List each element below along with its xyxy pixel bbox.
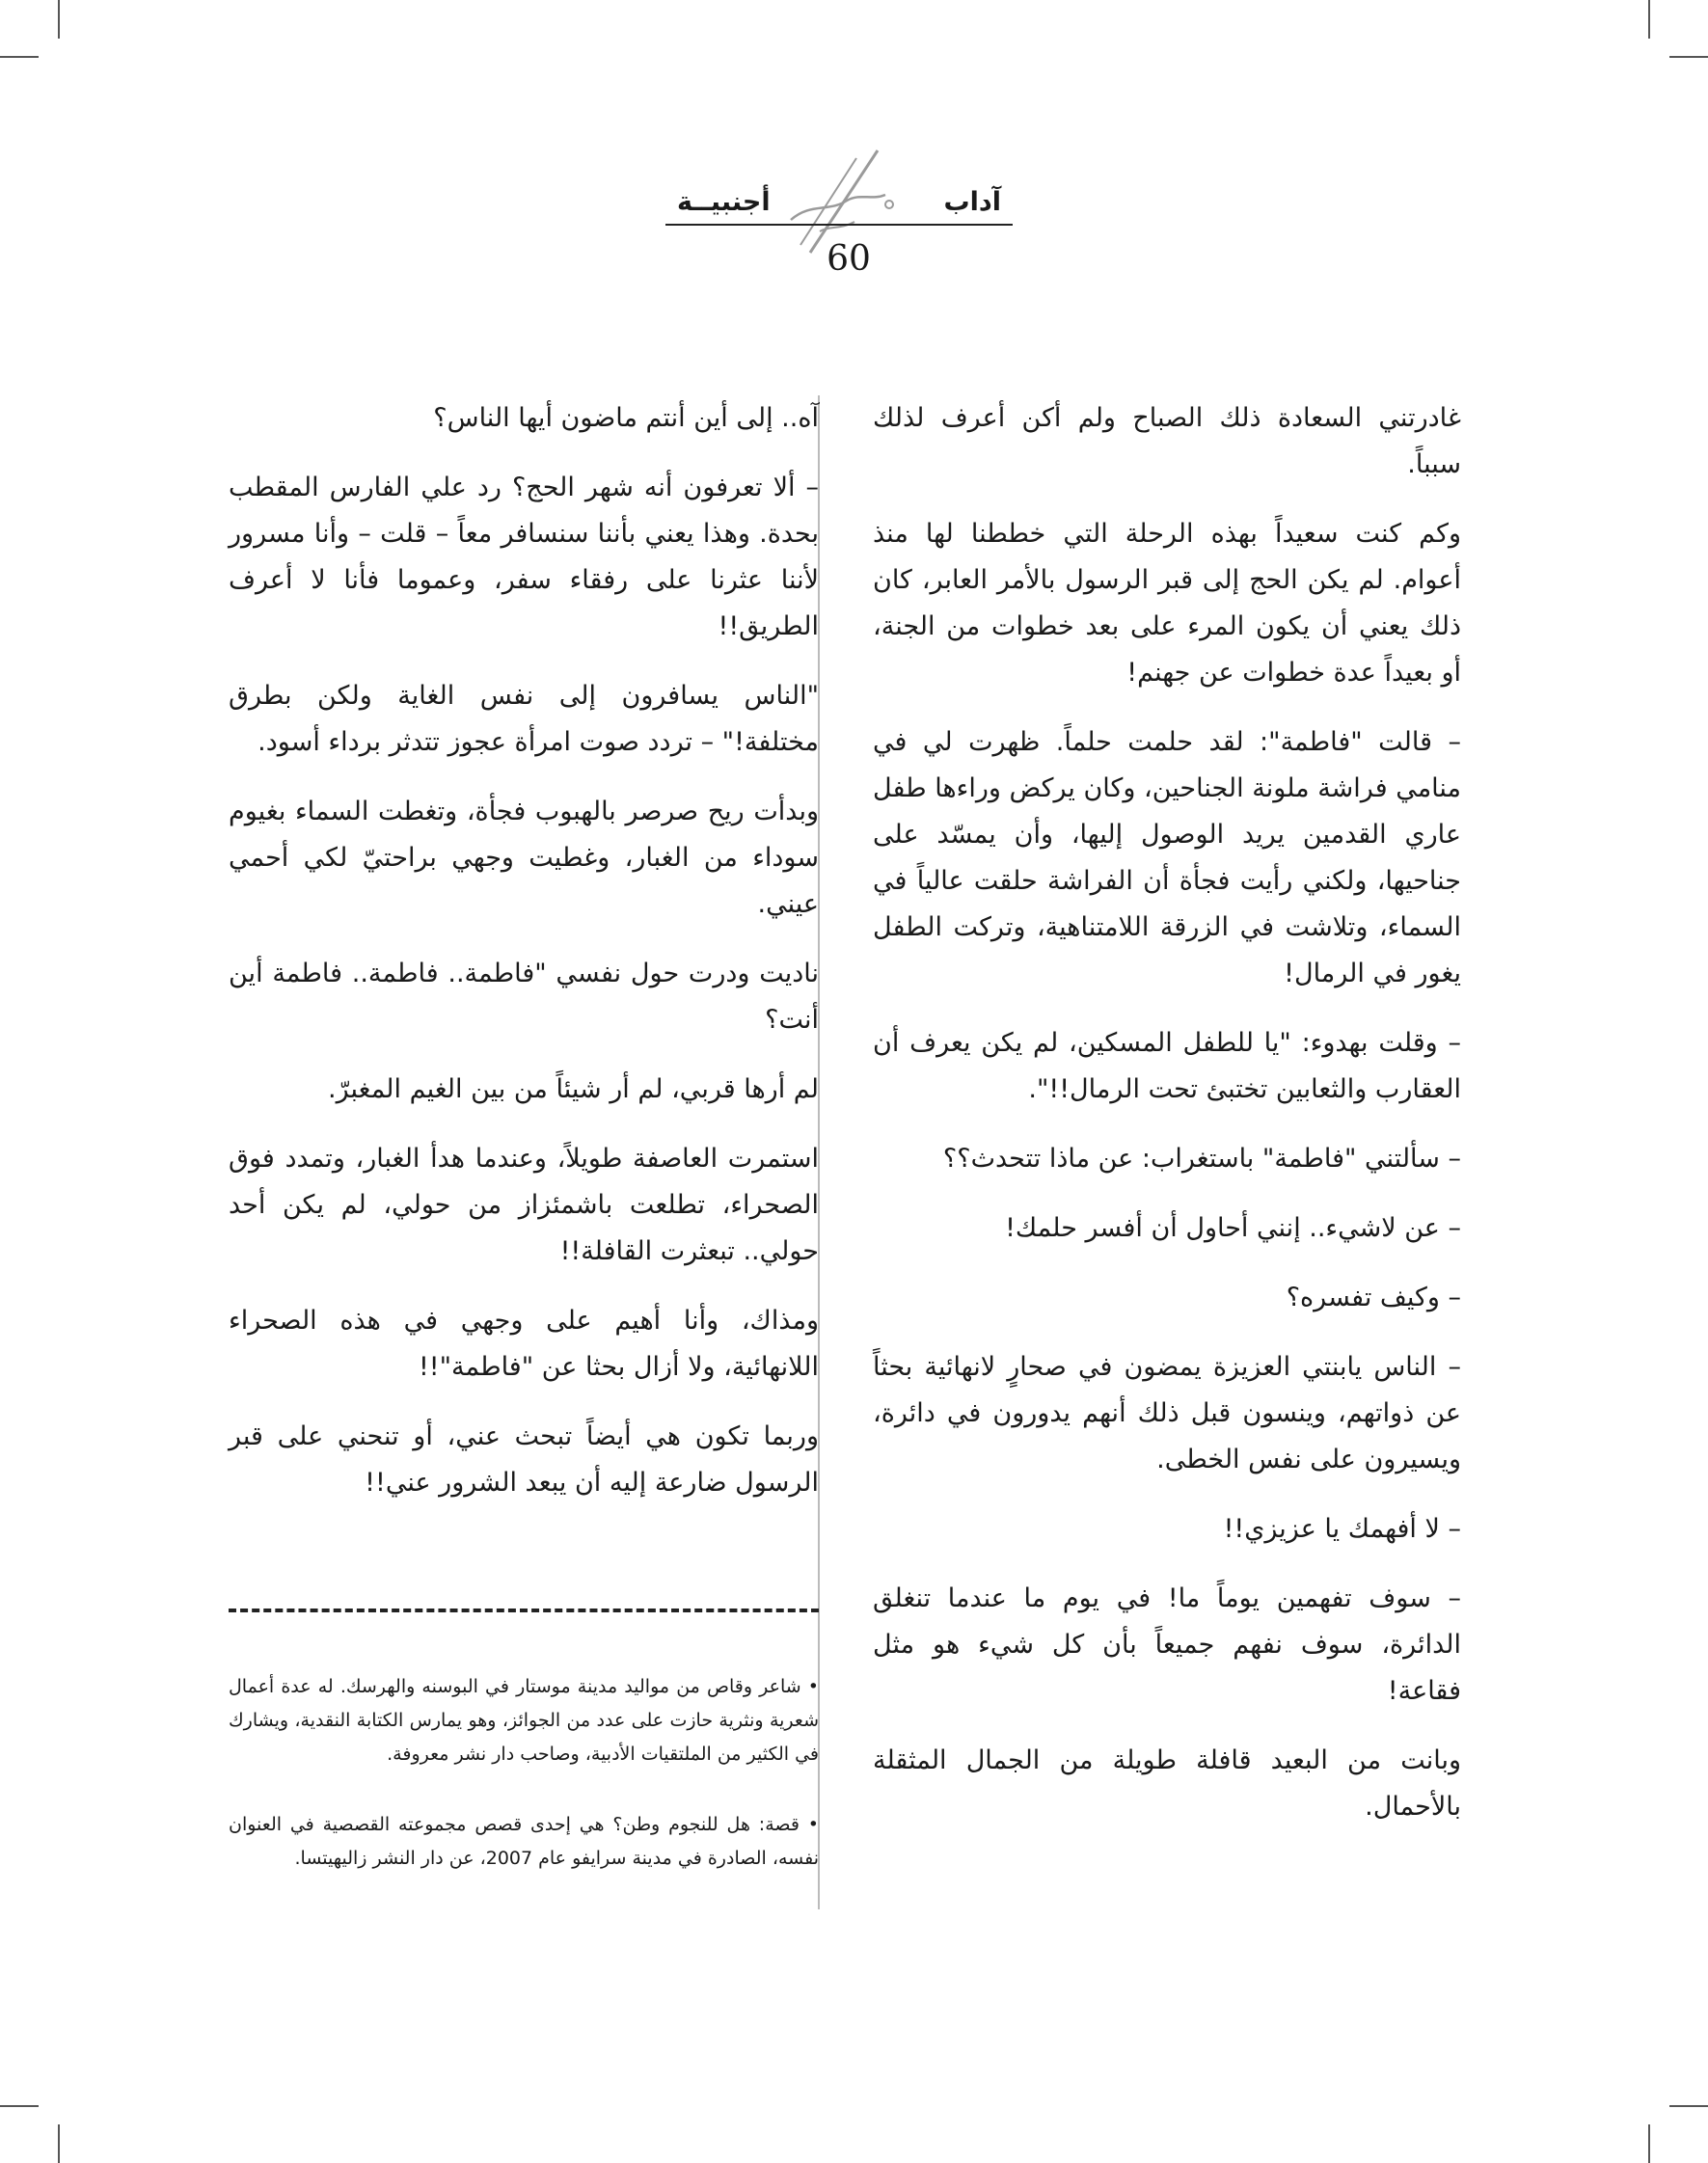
crop-mark — [1648, 0, 1650, 39]
footnote-separator — [229, 1609, 819, 1612]
paragraph: وربما تكون هي أيضاً تبحث عني، أو تنحني على قبر الرسول ضارعة إليه أن يبعد الشرور عني!! — [229, 1421, 819, 1498]
paragraph: آه.. إلى أين أنتم ماضون أيها الناس؟ — [433, 403, 819, 433]
paragraph: "الناس يسافرون إلى نفس الغاية ولكن بطرق مختلفة!" – تردد صوت امرأة عجوز تتدثر برداء أسود. — [229, 681, 819, 757]
paragraph: – قالت "فاطمة": لقد حلمت حلماً. ظهرت لي في منامي فراشة ملونة الجناحين، وكان يركض وراءها طفل عاري القدمين يريد الوصول إليها، وأن يمسّد على جناحيها، ولكني رأيت فجأة أن الفراشة حلقت عالياً في السماء، وتلاشت في الزرقة اللامتناهية، وتركت الطفل يغور في الرمال! — [873, 727, 1461, 988]
crop-mark — [0, 2105, 39, 2107]
paragraph: – سوف تفهمين يوماً ما! في يوم ما عندما تنغلق الدائرة، سوف نفهم جميعاً بأن كل شيء هو مثل فقاعة! — [873, 1583, 1461, 1706]
paragraph: لم أرها قربي، لم أر شيئاً من بين الغيم المغبرّ. — [328, 1074, 819, 1104]
paragraph: – عن لاشيء.. إنني أحاول أن أفسر حلمك! — [1005, 1213, 1461, 1243]
footnote: • قصة: هل للنجوم وطن؟ هي إحدى قصص مجموعته القصصية في العنوان نفسه، الصادرة في مدينة سرايفو عام 2007، عن دار النشر زاليهيتسا. — [229, 1814, 819, 1869]
paragraph: وكم كنت سعيداً بهذه الرحلة التي خططنا لها منذ أعوام. لم يكن الحج إلى قبر الرسول بالأمر العابر، كان ذلك يعني أن يكون المرء على بعد خطوات من الجنة، أو بعيداً عدة خطوات عن جهنم! — [873, 519, 1461, 688]
paragraph: – وكيف تفسره؟ — [1286, 1283, 1461, 1312]
crop-mark — [58, 0, 60, 39]
crop-mark — [1648, 2124, 1650, 2163]
right-text-column — [873, 395, 1461, 1853]
paragraph: ومذاك، وأنا أهيم على وجهي في هذه الصحراء اللانهائية، ولا أزال بحثا عن "فاطمة"!! — [229, 1306, 819, 1382]
footnote: • شاعر وقاص من مواليد مدينة موستار في البوسنه والهرسك. له عدة أعمال شعرية ونثرية حازت على عدد من الجوائز، وهو يمارس الكتابة النقدية، ويشارك في الكثير من الملتقيات الأدبية، وصاحب دار نشر معروفة. — [229, 1676, 819, 1765]
left-text-column — [229, 395, 819, 1529]
paragraph: استمرت العاصفة طويلاً، وعندما هدأ الغبار، وتمدد فوق الصحراء، تطلعت باشمئزاز من حولي، لم يكن أحد حولي.. تبعثرت القافلة!! — [229, 1144, 819, 1266]
paragraph: – سألتني "فاطمة" باستغراب: عن ماذا تتحدث؟؟ — [942, 1144, 1461, 1174]
header-section-label: آداب — [943, 187, 1001, 217]
page-number: 60 — [827, 239, 871, 279]
paragraph: وبانت من البعيد قافلة طويلة من الجمال المثقلة بالأحمال. — [873, 1745, 1461, 1822]
paragraph: وبدأت ريح صرصر بالهبوب فجأة، وتغطت السماء بغيوم سوداء من الغبار، وغطيت وجهي براحتيّ لكي أحمي عيني. — [229, 797, 819, 919]
header-section-title: أجنبيــة — [677, 187, 771, 217]
footnotes — [229, 1670, 819, 1912]
crop-mark — [1669, 2105, 1708, 2107]
paragraph: – ألا تعرفون أنه شهر الحج؟ رد علي الفارس المقطب بحدة. وهذا يعني بأننا سنسافر معاً – قلت – وأنا مسرور لأننا عثرنا على رفقاء سفر، وعموما فأنا لا أعرف الطريق!! — [229, 473, 819, 641]
paragraph: – وقلت بهدوء: "يا للطفل المسكين، لم يكن يعرف أن العقارب والثعابين تختبئ تحت الرمال!!". — [873, 1028, 1461, 1104]
crop-mark — [58, 2124, 60, 2163]
header-rule — [665, 224, 1013, 226]
paragraph: ناديت ودرت حول نفسي "فاطمة.. فاطمة.. فاطمة أين أنت؟ — [229, 959, 819, 1035]
crop-mark — [1669, 56, 1708, 58]
paragraph: – الناس يابنتي العزيزة يمضون في صحارٍ لانهائية بحثاً عن ذواتهم، وينسون قبل ذلك أنهم يدورون في دائرة، ويسيرون على نفس الخطى. — [873, 1352, 1461, 1474]
crop-mark — [0, 56, 39, 58]
paragraph: – لا أفهمك يا عزيزي!! — [1223, 1514, 1461, 1544]
paragraph: غادرتني السعادة ذلك الصباح ولم أكن أعرف لذلك سبباً. — [873, 403, 1461, 479]
